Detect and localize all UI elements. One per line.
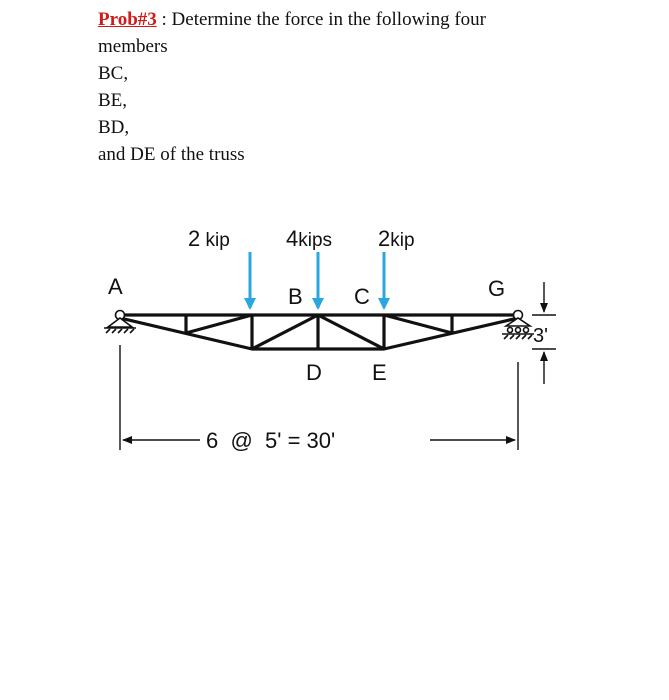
diagonal-member-2: [252, 315, 318, 349]
statement-closing: and DE of the truss: [98, 144, 245, 165]
load-label-3: 2kip: [378, 226, 415, 251]
diagonal-member-1: [186, 315, 252, 333]
statement-continuation: members: [98, 36, 168, 57]
node-label-b: B: [288, 284, 303, 309]
problem-label: Prob#3: [98, 9, 157, 30]
diagonal-member-be: [318, 315, 384, 349]
truss-members: [120, 315, 518, 349]
span-dim-label: 6 @ 5' = 30': [206, 428, 336, 453]
statement-text: Determine the force in the following four: [171, 9, 486, 30]
node-label-g: G: [488, 276, 506, 301]
member-be: BE,: [98, 90, 128, 111]
diagonal-member-4: [384, 315, 452, 333]
node-label-c: C: [354, 284, 370, 309]
node-label-d: D: [306, 360, 322, 385]
label-separator: :: [156, 9, 172, 30]
node-label-e: E: [372, 360, 387, 385]
member-bc: BC,: [98, 63, 129, 84]
height-dim-label: 3': [533, 325, 548, 347]
node-label-a: A: [108, 274, 123, 299]
load-label-1: 2 kip: [188, 226, 230, 251]
load-label-2: 4kips: [286, 226, 333, 251]
member-bd: BD,: [98, 117, 130, 138]
